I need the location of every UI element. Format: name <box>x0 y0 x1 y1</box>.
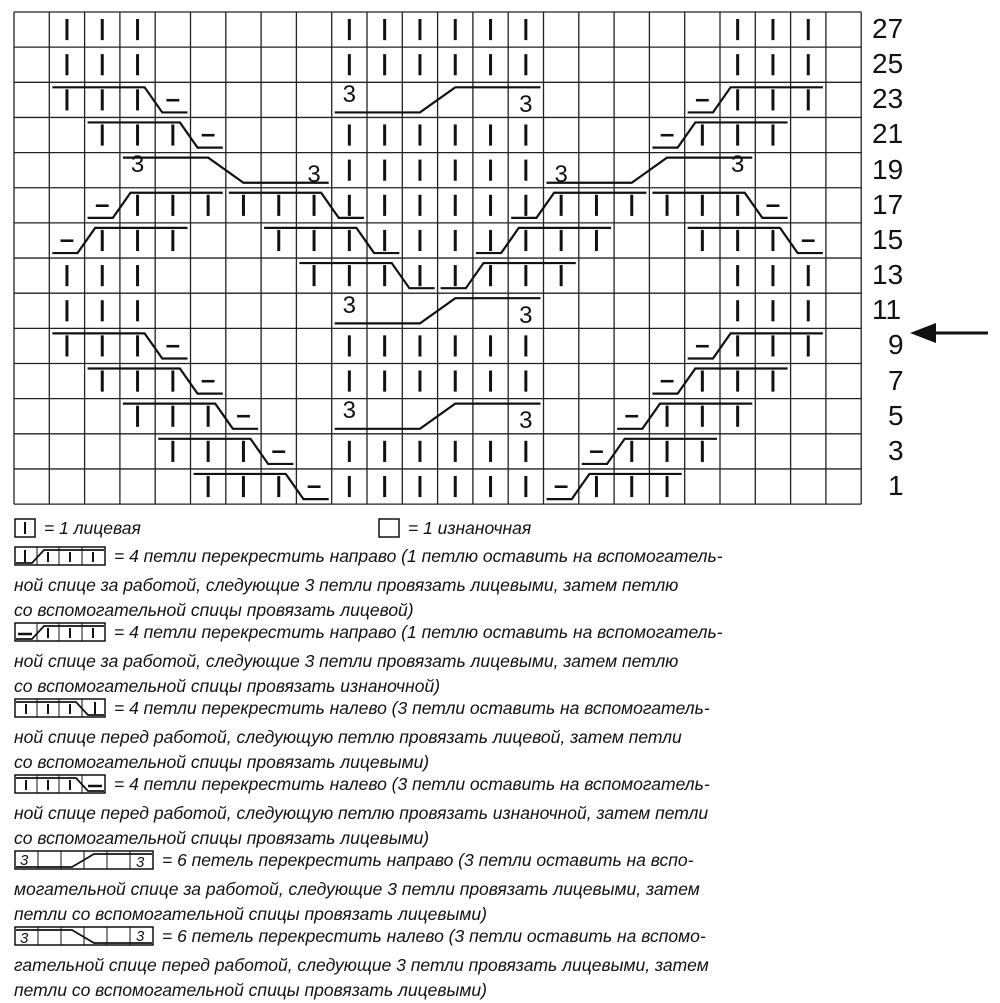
purl-mark: – <box>765 188 781 219</box>
cable-count-label: 3 <box>730 151 745 179</box>
legend-cable-1-line-2: ной спице за работой, следующие 3 петли провязать лицевыми, затем петлю <box>14 575 679 595</box>
cable-5-num-b: 3 <box>136 854 145 870</box>
row-number: 17 <box>872 188 904 220</box>
cable-count-label: 3 <box>342 291 357 319</box>
cable-count-label: 3 <box>342 80 357 108</box>
legend-cable-6-line-3: петли со вспомогательной спицы провязать лицевыми) <box>14 980 487 1000</box>
purl-mark: – <box>271 434 286 465</box>
legend-cable-6-line-1: = 6 петель перекрестить налево (3 петли оставить на вспомо- <box>162 926 706 946</box>
row-number: 3 <box>888 434 904 466</box>
purl-mark: – <box>659 118 675 149</box>
legend-cable-1-line-3: со вспомогательной спицы провязать лицевой) <box>14 600 414 620</box>
purl-mark: – <box>695 82 710 113</box>
arrow-left-icon <box>910 320 990 346</box>
legend-cable-6-line-2: гательной спице перед работой, следующие 3 петли провязать лицевыми, затем <box>14 955 709 975</box>
legend-purl <box>378 516 531 545</box>
legend-cable-4-line-1: = 4 петли перекрестить налево (3 петли оставить на вспомогатель- <box>114 774 710 794</box>
cable-right-4-purl-icon <box>14 622 106 649</box>
row-number: 9 <box>888 329 904 361</box>
legend-cable-5-line-1: = 6 петель перекрестить направо (3 петли оставить на вспо- <box>162 850 694 870</box>
legend-cable-2-line-3: со вспомогательной спицы провязать изнаночной) <box>14 676 441 696</box>
legend-cable-1 <box>14 544 723 623</box>
cable-count-label: 3 <box>519 90 533 118</box>
cable-right-6-icon <box>14 850 154 877</box>
legend-cable-3-line-2: ной спице перед работой, следующую петлю провязать лицевой, затем петли <box>14 727 682 747</box>
knit-stitch-icon <box>14 518 36 545</box>
legend-cable-4-line-3: со вспомогательной спицы провязать лицевыми) <box>14 828 430 848</box>
row-number: 27 <box>872 13 904 44</box>
row-number: 7 <box>888 364 904 396</box>
cable-count-label: 3 <box>342 397 357 425</box>
legend-cable-3 <box>14 696 710 775</box>
legend-purl-text: = 1 изнаночная <box>408 518 532 538</box>
legend-cable-6 <box>14 924 709 1003</box>
cable-count-label: 3 <box>307 161 321 189</box>
legend-cable-3-line-3: со вспомогательной спицы провязать лицевыми) <box>14 752 430 772</box>
cable-count-label: 3 <box>519 301 533 329</box>
row-number: 1 <box>888 469 904 501</box>
purl-mark: – <box>801 223 816 254</box>
row-number: 23 <box>872 83 904 115</box>
cable-right-4-knit-icon <box>14 546 106 573</box>
row-number: 13 <box>872 259 904 291</box>
purl-mark: – <box>59 223 75 254</box>
purl-mark: – <box>589 434 604 465</box>
purl-stitch-icon <box>378 518 400 545</box>
purl-mark: – <box>200 118 216 149</box>
legend-cable-2 <box>14 620 723 699</box>
cable-count-label: 3 <box>554 161 568 189</box>
purl-mark: – <box>200 364 216 395</box>
legend-knit-text: = 1 лицевая <box>44 518 141 538</box>
purl-mark: – <box>659 364 675 395</box>
purl-mark: – <box>165 82 181 113</box>
cable-count-label: 3 <box>130 151 145 179</box>
legend-cable-4-line-2: ной спице перед работой, следующую петлю провязать изнаночной, затем петли <box>14 803 709 823</box>
legend-cable-1-line-1: = 4 петли перекрестить направо (1 петлю оставить на вспомогатель- <box>114 546 723 566</box>
row-number: 15 <box>872 223 904 255</box>
purl-mark: – <box>165 328 181 359</box>
purl-mark: – <box>695 328 710 359</box>
row-number: 21 <box>872 118 904 150</box>
legend-cable-3-line-1: = 4 петли перекрестить налево (3 петли оставить на вспомогатель- <box>114 698 710 718</box>
row-number: 11 <box>872 294 902 326</box>
cable-5-num-a: 3 <box>20 852 29 869</box>
legend-cable-5-line-3: петли со вспомогательной спицы провязать лицевыми) <box>14 904 487 924</box>
purl-mark: – <box>95 188 110 219</box>
purl-mark: – <box>553 469 569 500</box>
cable-left-4-knit-icon <box>14 698 106 725</box>
row-number: 25 <box>872 48 904 80</box>
legend-cable-4 <box>14 772 710 851</box>
cable-count-label: 3 <box>519 407 533 435</box>
cable-left-6-icon <box>14 926 154 953</box>
cable-6-num-a: 3 <box>20 930 29 946</box>
purl-mark: – <box>236 399 251 430</box>
cable-6-num-b: 3 <box>136 928 145 945</box>
purl-mark: – <box>624 399 639 430</box>
legend-cable-5 <box>14 848 700 927</box>
legend-cable-5-line-2: могательной спице за работой, следующие 3 петли провязать лицевыми, затем <box>14 879 700 899</box>
legend-knit <box>14 516 141 545</box>
purl-mark: – <box>306 469 322 500</box>
row-number: 5 <box>888 399 904 431</box>
legend-cable-2-line-2: ной спице за работой, следующие 3 петли провязать лицевыми, затем петлю <box>14 651 679 671</box>
row-number: 19 <box>872 153 904 185</box>
legend-cable-2-line-1: = 4 петли перекрестить направо (1 петлю оставить на вспомогатель- <box>114 622 723 642</box>
cable-left-4-purl-icon <box>14 774 106 801</box>
